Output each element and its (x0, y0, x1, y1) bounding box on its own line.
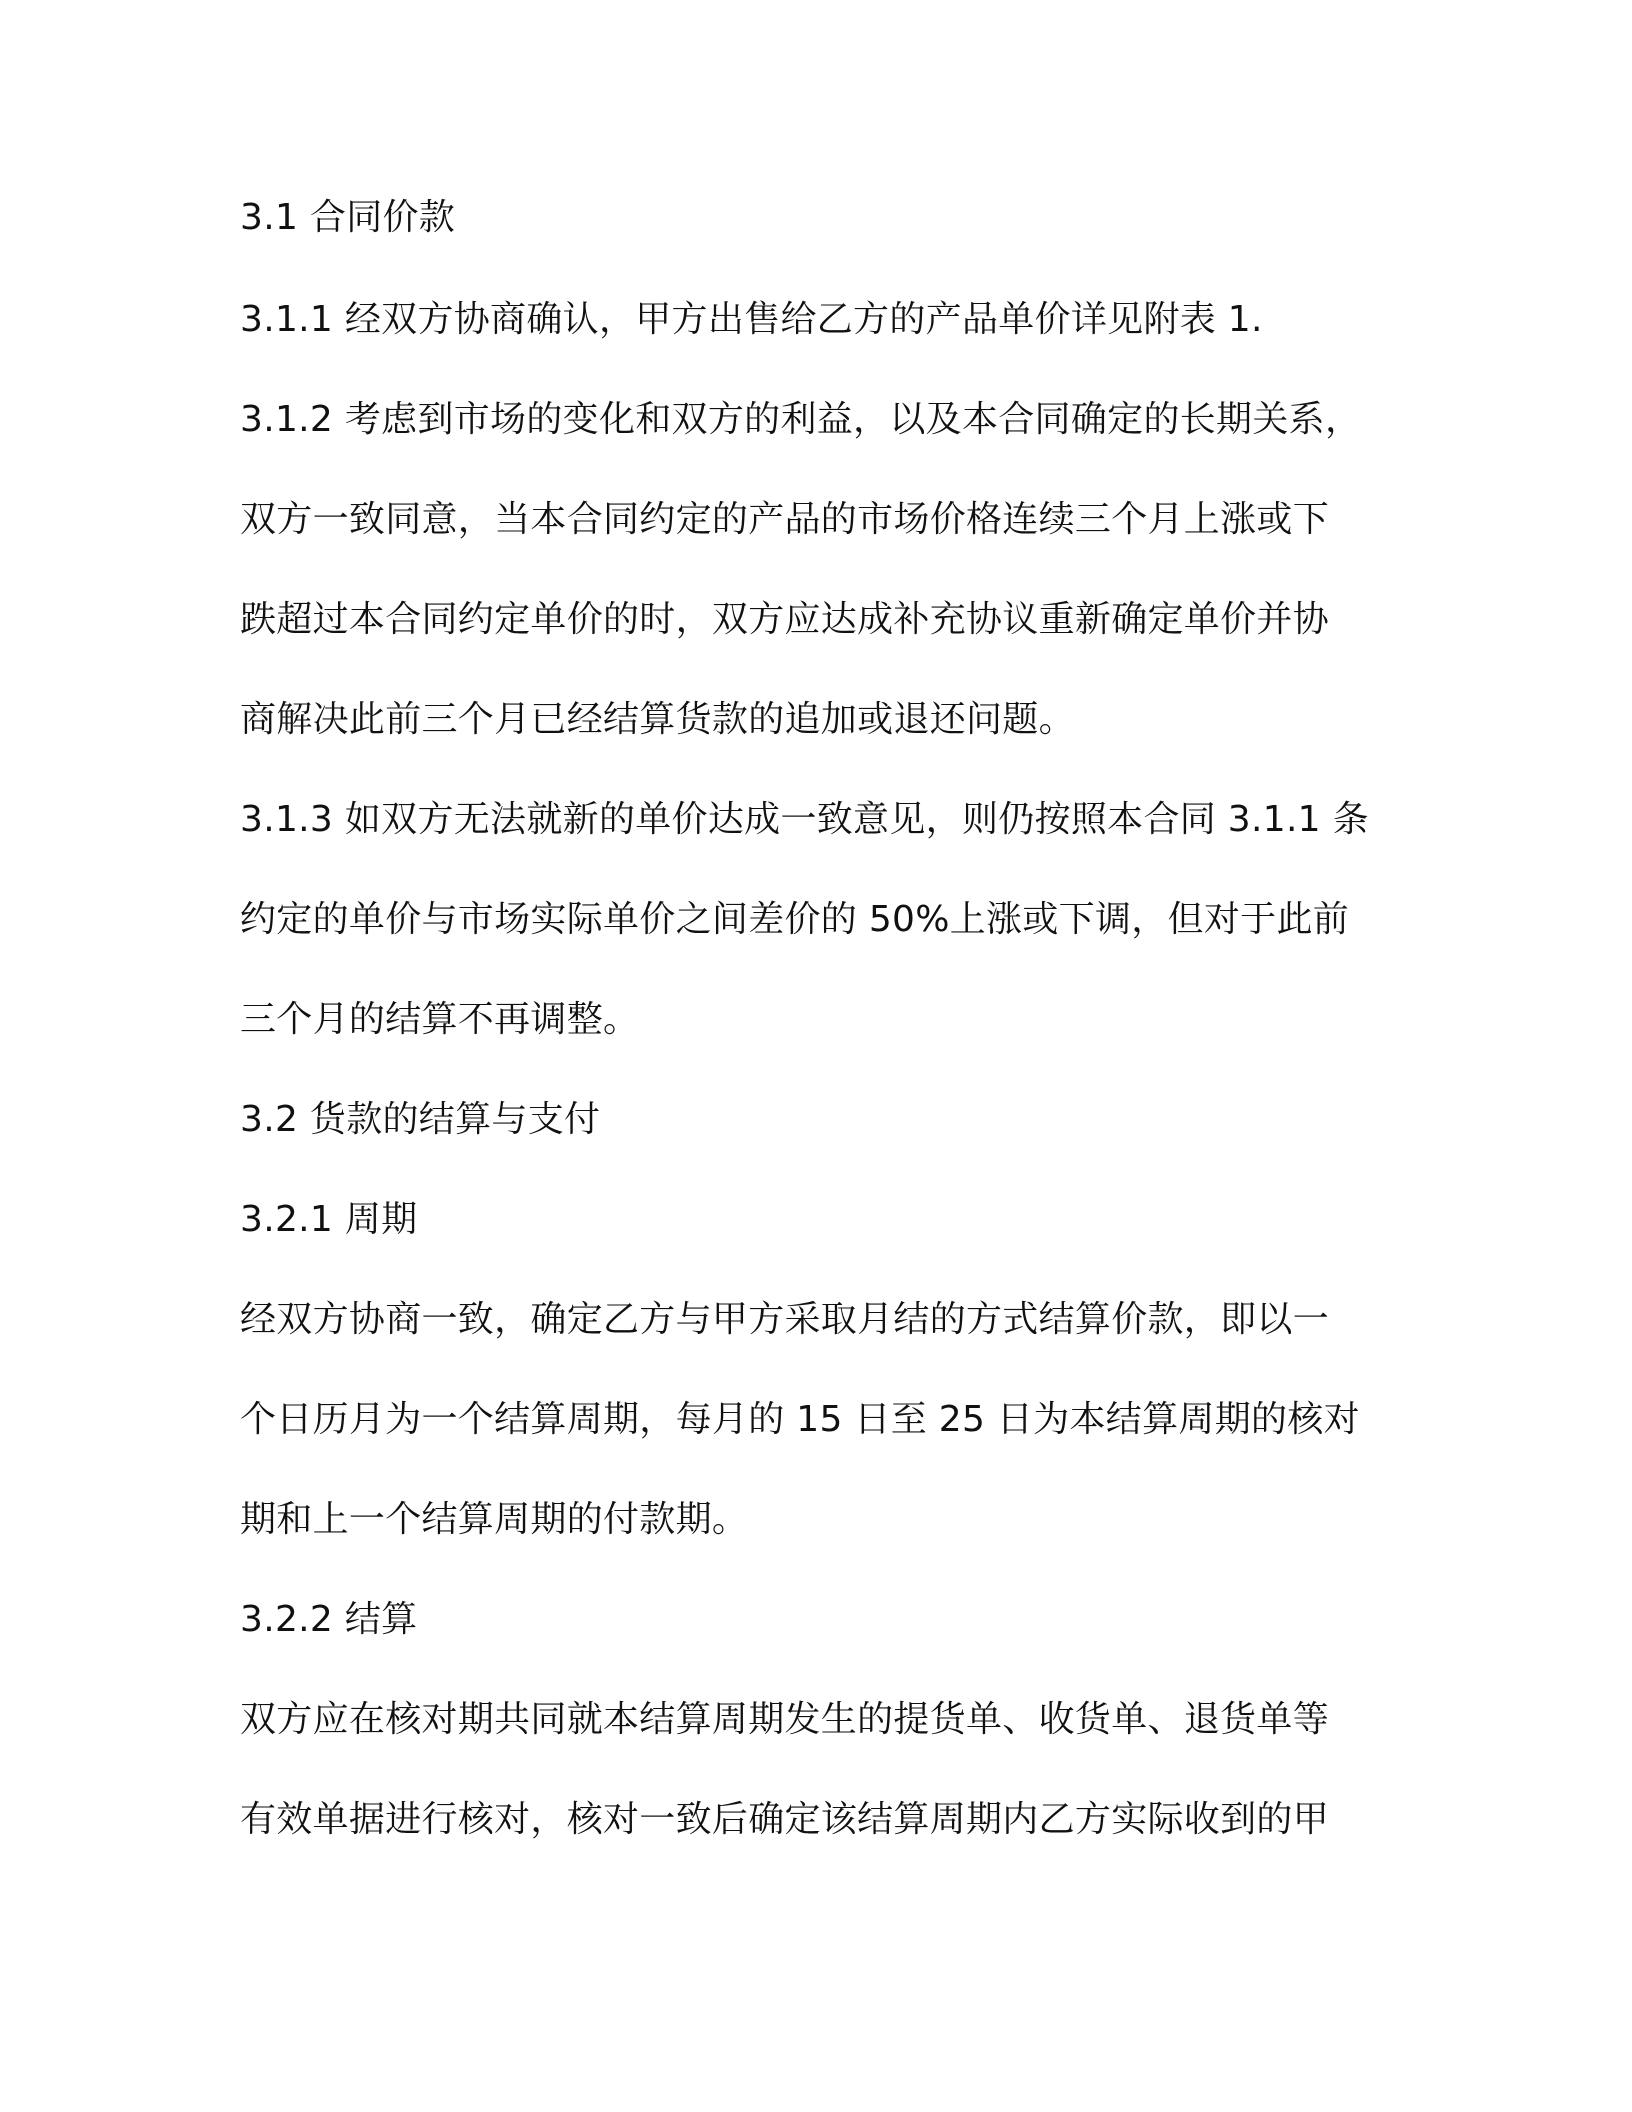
paragraph-line: 个日历月为一个结算周期，每月的 15 日至 25 日为本结算周期的核对 (240, 1399, 1360, 1440)
paragraph-line: 3.1.1 经双方协商确认，甲方出售给乙方的产品单价详见附表 1. (240, 299, 1263, 340)
paragraph-line: 期和上一个结算周期的付款期。 (240, 1499, 749, 1540)
paragraph-line: 有效单据进行核对，核对一致后确定该结算周期内乙方实际收到的甲 (240, 1799, 1330, 1840)
paragraph-line: 经双方协商一致，确定乙方与甲方采取月结的方式结算价款，即以一 (240, 1299, 1330, 1340)
paragraph-line: 约定的单价与市场实际单价之间差价的 50%上涨或下调，但对于此前 (240, 899, 1350, 940)
paragraph-line: 双方应在核对期共同就本结算周期发生的提货单、收货单、退货单等 (240, 1699, 1330, 1740)
paragraph-line: 跌超过本合同约定单价的时，双方应达成补充协议重新确定单价并协 (240, 599, 1330, 640)
heading-3-2: 3.2 货款的结算与支付 (240, 1099, 601, 1140)
paragraph-line: 三个月的结算不再调整。 (240, 999, 640, 1040)
paragraph-line: 3.1.2 考虑到市场的变化和双方的利益，以及本合同确定的长期关系， (240, 399, 1362, 440)
paragraph-line: 3.1.3 如双方无法就新的单价达成一致意见，则仍按照本合同 3.1.1 条 (240, 799, 1369, 840)
heading-3-1: 3.1 合同价款 (240, 197, 456, 238)
paragraph-line: 商解决此前三个月已经结算货款的追加或退还问题。 (240, 699, 1075, 740)
heading-3-2-1: 3.2.1 周期 (240, 1199, 418, 1240)
heading-3-2-2: 3.2.2 结算 (240, 1599, 418, 1640)
paragraph-line: 双方一致同意，当本合同约定的产品的市场价格连续三个月上涨或下 (240, 499, 1330, 540)
